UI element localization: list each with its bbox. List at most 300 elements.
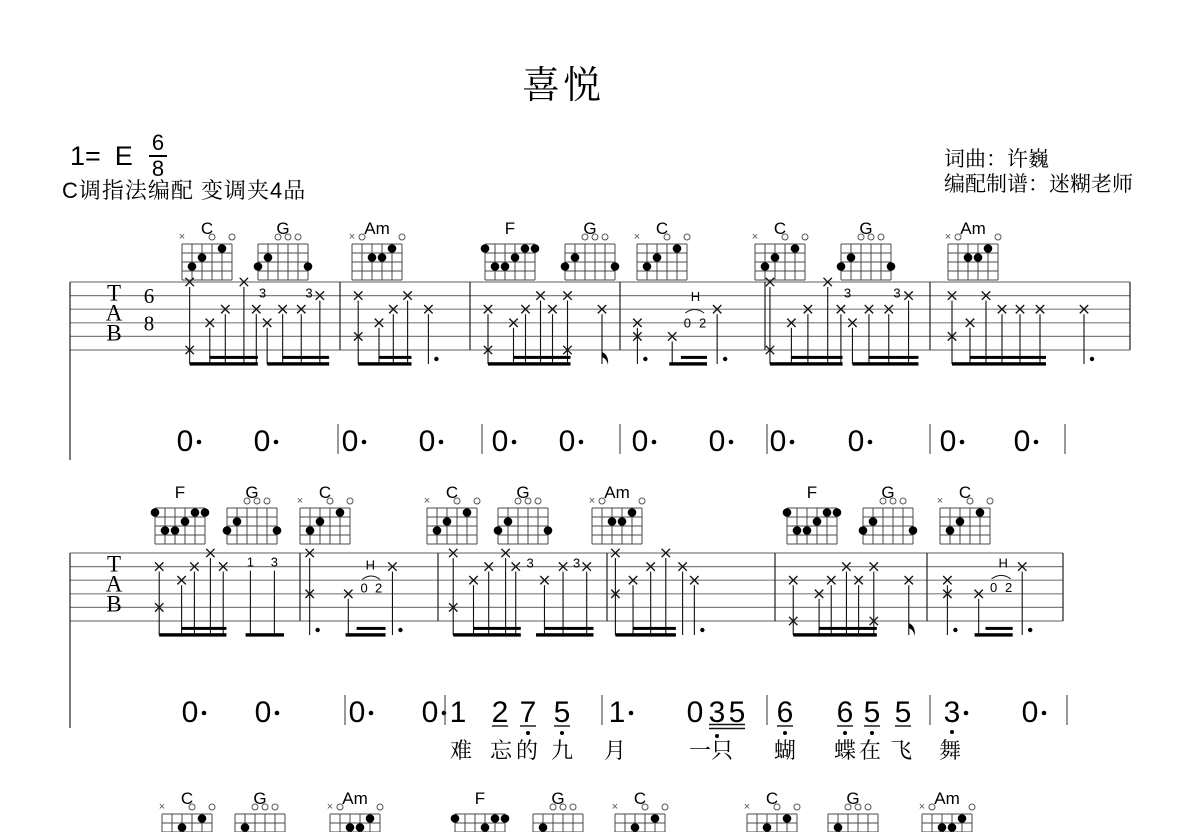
finger-dot <box>491 262 500 271</box>
jianpu-note: 6 <box>776 696 794 729</box>
finger-dot <box>628 508 637 517</box>
hammer-on-slur <box>685 310 704 314</box>
chord-diagram-Am <box>349 219 405 280</box>
finger-dot <box>336 508 345 517</box>
dot-after <box>202 711 207 716</box>
finger-dot <box>198 253 207 262</box>
chord-diagram-G <box>231 789 290 832</box>
lyric-char: 在 <box>858 738 882 763</box>
chord-diagram-F <box>481 219 540 280</box>
chord-name: F <box>806 483 818 502</box>
open-string-icon <box>602 234 608 240</box>
beam <box>358 362 411 365</box>
finger-dot <box>531 244 540 253</box>
finger-dot <box>643 262 652 271</box>
beam <box>536 633 593 636</box>
open-string-icon <box>987 498 993 504</box>
hammer-on-slur <box>362 576 380 580</box>
beam <box>379 356 412 359</box>
finger-dot <box>501 262 510 271</box>
chord-name: G <box>846 789 860 808</box>
finger-dot <box>368 253 377 262</box>
chord-name: F <box>474 789 486 808</box>
muted-string-icon: × <box>158 801 166 813</box>
beam <box>210 356 258 359</box>
tab-staff-1 <box>70 278 1130 460</box>
jianpu-note: 6 <box>836 696 854 729</box>
jianpu-note: 0 <box>181 696 199 729</box>
chord-diagram-G <box>824 789 883 832</box>
finger-dot <box>366 814 375 823</box>
jianpu-note: 5 <box>894 696 912 729</box>
chord-name: F <box>174 483 186 502</box>
finger-dot <box>178 823 187 832</box>
finger-dot <box>171 526 180 535</box>
key-note: E <box>114 140 133 171</box>
beam <box>514 356 571 359</box>
finger-dot <box>521 244 530 253</box>
finger-dot <box>869 517 878 526</box>
dot-after <box>652 440 657 445</box>
tab-annotation: 3 <box>893 285 901 301</box>
dot-after <box>1034 440 1039 445</box>
jianpu-note: 0 <box>348 696 366 729</box>
jianpu-row-1 <box>177 424 1065 458</box>
chord-diagram-C <box>179 219 235 280</box>
jianpu-note: 0 <box>558 425 576 458</box>
chord-diagram-C <box>744 789 800 832</box>
chord-diagram-C <box>752 219 808 280</box>
augmentation-dot <box>700 628 704 632</box>
fret-number: 1 <box>246 554 255 570</box>
chord-diagram-F <box>151 483 210 544</box>
open-string-icon <box>570 804 576 810</box>
finger-dot <box>964 253 973 262</box>
finger-dot <box>611 262 620 271</box>
tab-annotation: H <box>365 557 376 573</box>
finger-dot <box>433 526 442 535</box>
chord-name: C <box>773 219 787 238</box>
finger-dot <box>481 823 490 832</box>
jianpu-note: 0 <box>1013 425 1031 458</box>
augmentation-dot <box>1090 357 1094 361</box>
tab-measure <box>155 549 284 637</box>
dot-after <box>369 711 374 716</box>
chord-name: F <box>504 219 516 238</box>
dot-after <box>790 440 795 445</box>
chord-diagram-C <box>612 789 668 832</box>
finger-dot <box>241 823 250 832</box>
tab-annotation: 2 <box>699 315 707 331</box>
finger-dot <box>223 526 232 535</box>
tab-clef-letter: T <box>106 551 122 577</box>
beam <box>819 627 877 630</box>
chord-name: C <box>633 789 647 808</box>
jianpu-note: 0 <box>176 425 194 458</box>
jianpu-note: 3 <box>943 696 961 729</box>
open-string-icon <box>474 498 480 504</box>
beam <box>791 356 842 359</box>
chord-name: C <box>958 483 972 502</box>
beam <box>453 633 521 636</box>
open-string-icon <box>229 234 235 240</box>
lyric-char: 忘 <box>489 738 513 763</box>
chord-diagram-Am <box>919 789 975 832</box>
augmentation-dot <box>1028 628 1032 632</box>
beam <box>975 633 1013 636</box>
jianpu-row-2 <box>182 695 1067 763</box>
finger-dot <box>451 814 460 823</box>
chord-diagram-Am <box>589 483 645 544</box>
chord-name: G <box>551 789 565 808</box>
fret-number: 3 <box>270 554 279 570</box>
chord-name: G <box>253 789 267 808</box>
chord-row-3 <box>159 789 975 832</box>
finger-dot <box>254 262 263 271</box>
beam <box>488 362 571 365</box>
finger-dot <box>803 526 812 535</box>
finger-dot <box>151 508 160 517</box>
finger-dot <box>306 526 315 535</box>
tab-clef-letter: B <box>106 320 122 346</box>
octave-dot <box>950 730 954 734</box>
chord-name: G <box>276 219 290 238</box>
open-string-icon <box>295 234 301 240</box>
finger-dot <box>544 526 553 535</box>
finger-dot <box>976 508 985 517</box>
tab-annotation: H <box>998 555 1008 571</box>
finger-dot <box>837 262 846 271</box>
tab-measure <box>633 289 727 366</box>
beam <box>346 633 386 636</box>
chord-diagram-G <box>223 483 282 544</box>
jianpu-note: 0 <box>254 696 272 729</box>
finger-dot <box>233 517 242 526</box>
muted-string-icon: × <box>178 231 186 243</box>
finger-dot <box>833 508 842 517</box>
chord-name: Am <box>604 483 630 502</box>
dot-after <box>512 440 517 445</box>
dot-after <box>729 440 734 445</box>
open-string-icon <box>900 498 906 504</box>
tab-annotation: 3 <box>305 285 313 301</box>
dot-after <box>275 711 280 716</box>
eighth-flag-icon <box>602 352 608 365</box>
muted-string-icon: × <box>588 495 596 507</box>
tab-annotation: 2 <box>1004 579 1013 595</box>
time-signature-bottom: 8 <box>151 156 165 181</box>
tab-measure <box>484 291 608 365</box>
beam <box>970 356 1046 359</box>
beam <box>159 633 226 636</box>
beam <box>190 362 258 365</box>
finger-dot <box>783 508 792 517</box>
finger-dot <box>188 262 197 271</box>
jianpu-note: 0 <box>939 425 957 458</box>
finger-dot <box>201 508 210 517</box>
dot-after <box>579 440 584 445</box>
open-string-icon <box>802 234 808 240</box>
dot-after <box>362 440 367 445</box>
finger-dot <box>443 517 452 526</box>
tab-measure <box>449 549 593 637</box>
beam <box>267 362 329 365</box>
beam <box>283 356 330 359</box>
jianpu-note: 0 <box>253 425 271 458</box>
beam <box>793 633 877 636</box>
octave-dot <box>843 731 847 735</box>
muted-string-icon: × <box>348 231 356 243</box>
chord-diagram-Am <box>327 789 383 832</box>
chord-name: C <box>765 789 779 808</box>
jianpu-note: 2 <box>491 696 509 729</box>
finger-dot <box>984 244 993 253</box>
finger-dot <box>673 244 682 253</box>
finger-dot <box>938 823 947 832</box>
credit-arranger: 编配制谱：迷糊老师 <box>944 173 1133 196</box>
dot-after <box>274 440 279 445</box>
octave-dot <box>560 731 564 735</box>
chord-diagram-F <box>783 483 842 544</box>
staff-time-bottom: 8 <box>143 311 155 336</box>
open-string-icon <box>264 498 270 504</box>
tuning-note: C调指法编配 变调夹4品 <box>62 178 307 203</box>
chord-name: Am <box>934 789 960 808</box>
beam <box>246 633 284 636</box>
chord-diagram-G <box>837 219 896 280</box>
finger-dot <box>463 508 472 517</box>
tab-measure <box>305 549 402 637</box>
chord-diagram-G <box>529 789 588 832</box>
tab-clef-letter: A <box>105 300 123 326</box>
key-prefix: 1= <box>70 140 101 171</box>
lyric-char: 难 <box>449 738 473 763</box>
tab-measure <box>766 278 919 366</box>
finger-dot <box>273 526 282 535</box>
finger-dot <box>909 526 918 535</box>
finger-dot <box>946 526 955 535</box>
finger-dot <box>653 253 662 262</box>
beam <box>770 362 843 365</box>
muted-string-icon: × <box>423 495 431 507</box>
finger-dot <box>763 823 772 832</box>
chord-diagram-G <box>859 483 918 544</box>
chord-row-1 <box>179 219 1001 280</box>
jianpu-note: 5 <box>863 696 881 729</box>
time-signature-top: 6 <box>149 132 167 157</box>
chord-diagram-G <box>494 483 553 544</box>
finger-dot <box>618 517 627 526</box>
finger-dot <box>388 244 397 253</box>
finger-dot <box>561 262 570 271</box>
open-string-icon <box>969 804 975 810</box>
jianpu-note: 1 <box>449 696 467 729</box>
dot-after <box>964 711 969 716</box>
finger-dot <box>761 262 770 271</box>
dot-after <box>197 440 202 445</box>
open-string-icon <box>995 234 1001 240</box>
finger-dot <box>191 508 200 517</box>
dot-after <box>1042 711 1047 716</box>
muted-string-icon: × <box>936 495 944 507</box>
muted-string-icon: × <box>633 231 641 243</box>
beam <box>615 633 675 636</box>
finger-dot <box>504 517 513 526</box>
augmentation-dot <box>398 628 402 632</box>
lyric-char: 飞 <box>889 738 913 763</box>
chord-diagram-G <box>254 219 313 280</box>
finger-dot <box>887 262 896 271</box>
finger-dot <box>304 262 313 271</box>
chord-name: G <box>881 483 895 502</box>
tab-clef-letter: B <box>106 591 122 617</box>
jianpu-note: 3 <box>708 696 726 729</box>
finger-dot <box>974 253 983 262</box>
finger-dot <box>783 814 792 823</box>
muted-string-icon: × <box>751 231 759 243</box>
open-string-icon <box>399 234 405 240</box>
open-string-icon <box>535 498 541 504</box>
finger-dot <box>181 517 190 526</box>
octave-dot <box>526 731 530 735</box>
chord-diagram-C <box>937 483 993 544</box>
chord-name: C <box>318 483 332 502</box>
lyric-char: 一 <box>688 738 712 763</box>
finger-dot <box>956 517 965 526</box>
chord-name: C <box>445 483 459 502</box>
jianpu-note: 0 <box>491 425 509 458</box>
finger-dot <box>958 814 967 823</box>
tab-annotation: 0 <box>683 315 692 331</box>
jianpu-note: 0 <box>418 425 436 458</box>
song-title: 喜悦 <box>521 65 605 107</box>
chord-name: Am <box>364 219 390 238</box>
beam <box>869 356 919 359</box>
finger-dot <box>198 814 207 823</box>
tab-measure <box>611 549 704 637</box>
beam <box>357 627 386 630</box>
chord-diagram-G <box>561 219 620 280</box>
tab-clef-letter: A <box>105 571 123 597</box>
dot-after <box>629 711 634 716</box>
lyric-char: 的 <box>515 738 539 763</box>
tab-clef-letter: T <box>106 280 122 306</box>
open-string-icon <box>684 234 690 240</box>
open-string-icon <box>209 804 215 810</box>
finger-dot <box>491 814 500 823</box>
finger-dot <box>218 244 227 253</box>
jianpu-note: 0 <box>769 425 787 458</box>
finger-dot <box>793 526 802 535</box>
beam <box>473 627 520 630</box>
jianpu-note: 0 <box>1021 696 1039 729</box>
credit-composer: 词曲：许巍 <box>944 148 1049 171</box>
beam <box>852 362 918 365</box>
chord-name: C <box>200 219 214 238</box>
beam <box>985 627 1012 630</box>
finger-dot <box>316 517 325 526</box>
finger-dot <box>571 253 580 262</box>
chord-name: C <box>180 789 194 808</box>
tab-measure <box>943 555 1032 636</box>
chord-name: C <box>655 219 669 238</box>
finger-dot <box>378 253 387 262</box>
jianpu-note: 7 <box>519 696 537 729</box>
finger-dot <box>948 823 957 832</box>
open-string-icon <box>878 234 884 240</box>
augmentation-dot <box>723 357 727 361</box>
jianpu-note: 5 <box>728 696 746 729</box>
augmentation-dot <box>953 628 957 632</box>
chord-diagram-C <box>297 483 353 544</box>
dot-after <box>868 440 873 445</box>
tab-annotation: 3 <box>843 285 852 301</box>
jianpu-note: 0 <box>341 425 359 458</box>
jianpu-note: 5 <box>553 696 571 729</box>
chord-name: G <box>516 483 530 502</box>
jianpu-note: 0 <box>686 696 704 729</box>
hammer-on-slur <box>992 575 1011 579</box>
jianpu-note: 0 <box>631 425 649 458</box>
lyric-char: 只 <box>710 738 734 763</box>
chord-name: G <box>583 219 597 238</box>
chord-diagram-Am <box>945 219 1001 280</box>
finger-dot <box>651 814 660 823</box>
finger-dot <box>834 823 843 832</box>
muted-string-icon: × <box>918 801 926 813</box>
beam <box>182 627 227 630</box>
finger-dot <box>813 517 822 526</box>
open-string-icon <box>272 804 278 810</box>
finger-dot <box>511 253 520 262</box>
octave-dot <box>870 731 874 735</box>
chord-name: G <box>245 483 259 502</box>
muted-string-icon: × <box>296 495 304 507</box>
eighth-flag-icon <box>909 623 915 636</box>
finger-dot <box>791 244 800 253</box>
beam <box>633 627 676 630</box>
lyric-char: 蝶 <box>833 738 857 763</box>
jianpu-note: 0 <box>421 696 439 729</box>
augmentation-dot <box>315 628 319 632</box>
augmentation-dot <box>643 357 647 361</box>
finger-dot <box>631 823 640 832</box>
chord-diagram-C <box>159 789 215 832</box>
chord-diagram-C <box>634 219 690 280</box>
dot-after <box>442 711 447 716</box>
chord-diagram-C <box>424 483 480 544</box>
tab-annotation: H <box>690 289 701 305</box>
beam <box>952 362 1046 365</box>
chord-name: Am <box>960 219 986 238</box>
tab-annotation: 0 <box>360 580 368 596</box>
beam <box>544 627 593 630</box>
tab-measure <box>789 562 915 636</box>
dot-after <box>960 440 965 445</box>
finger-dot <box>494 526 503 535</box>
lyric-char: 月 <box>603 738 627 763</box>
open-string-icon <box>377 804 383 810</box>
beam <box>669 362 707 365</box>
tab-annotation: 0 <box>990 579 998 595</box>
finger-dot <box>356 823 365 832</box>
finger-dot <box>859 526 868 535</box>
open-string-icon <box>347 498 353 504</box>
dot-after <box>439 440 444 445</box>
tab-annotation: 3 <box>258 285 267 301</box>
tab-annotation: 3 <box>526 555 534 571</box>
tab-measure <box>354 291 439 365</box>
